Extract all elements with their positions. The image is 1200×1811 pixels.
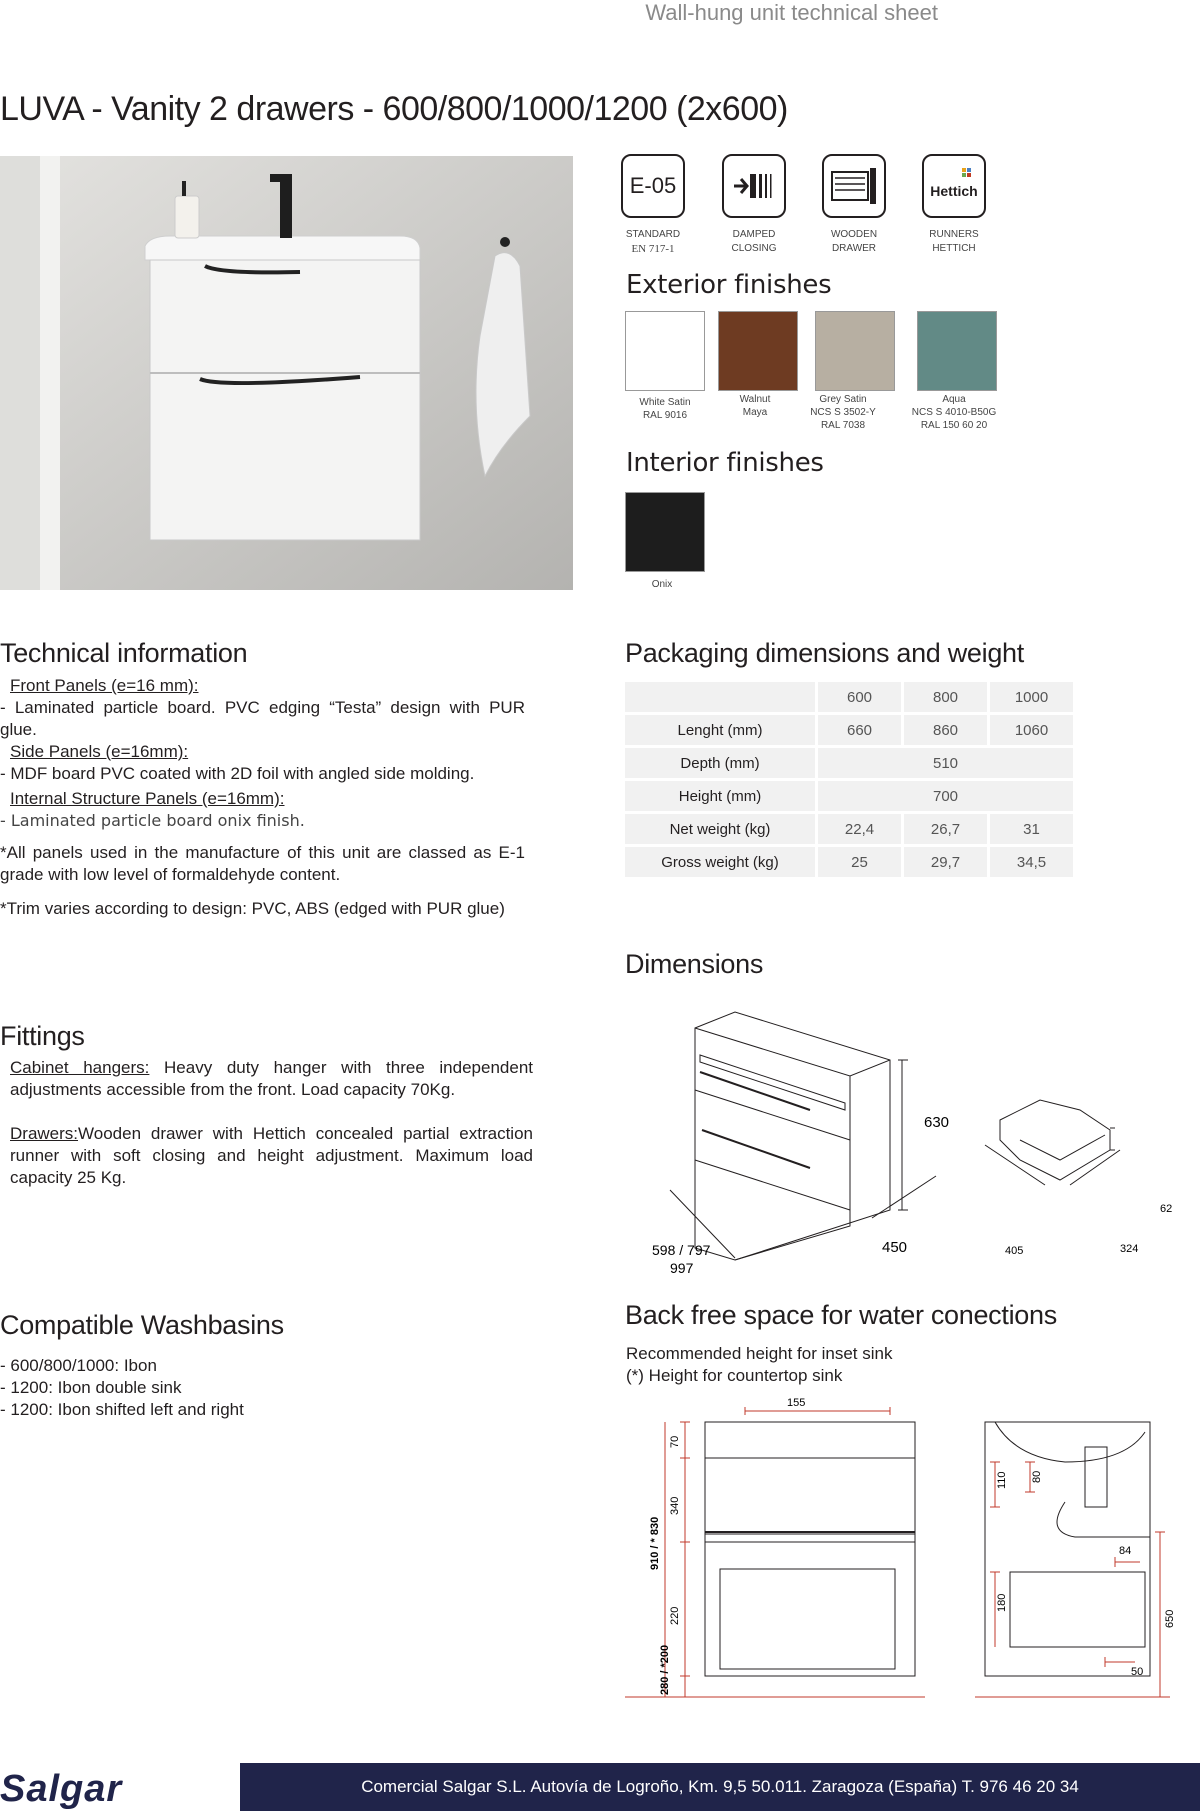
dim-tray-width: 405 [1005,1245,1024,1257]
interior-finishes-heading: Interior finishes [626,448,824,478]
back-space-drawing [625,1392,1195,1727]
dimensions-heading: Dimensions [625,949,764,979]
damped-closing-icon [722,154,786,218]
washbasins-list [0,1355,244,1421]
dim-84: 84 [1119,1545,1132,1557]
dim-depth: 450 [882,1239,908,1256]
back-space-notes: Recommended height for inset sink (*) Height for countertop sink [626,1344,893,1385]
packaging-table [622,679,1076,880]
cabinet-hangers-title: Cabinet hangers: [10,1058,150,1077]
product-photo [0,156,573,590]
technical-info-heading: Technical information [0,638,248,668]
internal-panels-text: - Laminated particle board onix finish. [0,811,305,830]
table-row: Gross weight (kg) 25 29,7 34,5 [625,847,1073,877]
sheet-type-label: Wall-hung unit technical sheet [645,0,938,25]
dimensions-drawing [640,1000,1200,1295]
fittings-body [0,1057,533,1189]
side-panels-title: Side Panels (e=16mm): [10,742,189,761]
feature-caption-wooden: WOODEN DRAWER [830,229,878,254]
e1-note: *All panels used in the manufacture of this unit are classed as E-1 grade with low level of formaldehyde content. [0,843,525,884]
dim-top-width: 155 [787,1397,806,1409]
back-space-heading: Back free space for water conections [625,1300,1057,1330]
col-800: 800 [904,682,987,712]
dim-tray-height: 62 [1160,1203,1173,1215]
list-item: - 600/800/1000: Ibon [0,1356,157,1375]
salgar-logo: Salgar [0,1768,123,1810]
dim-70: 70 [669,1435,681,1448]
dim-220: 220 [669,1606,681,1625]
feature-caption-damped: DAMPED CLOSING [731,229,777,254]
dim-width-1: 598 / 797 [652,1242,711,1258]
dim-110: 110 [996,1471,1008,1489]
drawers-title: Drawers: [10,1124,79,1143]
swatch-onix [625,492,705,572]
feature-caption-runners: RUNNERS HETTICH [929,229,979,254]
exterior-finishes-heading: Exterior finishes [626,270,832,300]
dim-width-2: 997 [670,1260,694,1276]
e05-standard-icon: E-05 [621,154,685,218]
packaging-header-row [625,682,1073,712]
feature-caption-standard: STANDARD EN 717-1 [625,229,681,255]
swatch-caption-white: White Satin RAL 9016 [639,397,691,421]
list-item: - 1200: Ibon double sink [0,1378,182,1397]
footer-bar [240,1763,1200,1811]
dim-180: 180 [996,1593,1008,1612]
swatch-caption-walnut: Walnut Maya [739,394,771,418]
washbasins-heading: Compatible Washbasins [0,1310,284,1340]
wooden-drawer-icon [822,154,886,218]
dim-650: 650 [1164,1609,1176,1628]
col-1000: 1000 [990,682,1073,712]
table-row: Height (mm) 700 [625,781,1073,811]
dim-50: 50 [1131,1666,1144,1678]
drawers-text: Wooden drawer with Hettich concealed partial extraction runner with soft closing and height adjustment. Maximum load capacity 25 Kg. [10,1124,533,1187]
dim-280: 280 / *200 [659,1644,671,1695]
table-row: Lenght (mm) 660 860 1060 [625,715,1073,745]
swatch-walnut [718,311,798,391]
packaging-corner-cell [625,682,815,712]
swatch-white-satin [625,311,705,391]
dim-height: 630 [924,1114,950,1131]
page-title: LUVA - Vanity 2 drawers - 600/800/1000/1200 (2x600) [0,90,788,128]
table-row: Net weight (kg) 22,4 26,7 31 [625,814,1073,844]
dim-910: 910 / * 830 [649,1516,661,1570]
swatch-caption-aqua: Aqua NCS S 4010-B50G RAL 150 60 20 [911,394,997,431]
col-600: 600 [818,682,901,712]
swatch-aqua [917,311,997,391]
cabinet-hangers-text: Heavy duty hanger with three independent adjustments accessible from the front. Load capacity 70Kg. [10,1058,533,1099]
dim-tray-depth: 324 [1120,1243,1139,1255]
hettich-logo-icon [922,154,986,218]
company-address: Comercial Salgar S.L. Autovía de Logroño, Km. 9,5 50.011. Zaragoza (España) T. 976 46 20 34 [361,1777,1079,1796]
packaging-heading: Packaging dimensions and weight [625,638,1024,668]
dim-340: 340 [669,1496,681,1515]
trim-note: *Trim varies according to design: PVC, ABS (edged with PUR glue) [0,899,505,918]
list-item: - 1200: Ibon shifted left and right [0,1400,244,1419]
table-row: Depth (mm) 510 [625,748,1073,778]
front-panels-title: Front Panels (e=16 mm): [10,676,199,695]
swatch-grey-satin [815,311,895,391]
internal-panels-title: Internal Structure Panels (e=16mm): [10,789,285,808]
hettich-logo-text: Hettich [930,183,978,199]
swatch-caption-grey: Grey Satin NCS S 3502-Y RAL 7038 [810,394,876,431]
fittings-heading: Fittings [0,1021,85,1051]
swatch-caption-onix: Onix [651,579,673,590]
technical-info-body [0,675,525,920]
dim-80: 80 [1031,1470,1043,1483]
front-panels-text: - Laminated particle board. PVC edging “Testa” design with PUR glue. [0,698,525,739]
side-panels-text: - MDF board PVC coated with 2D foil with angled side molding. [0,764,475,783]
